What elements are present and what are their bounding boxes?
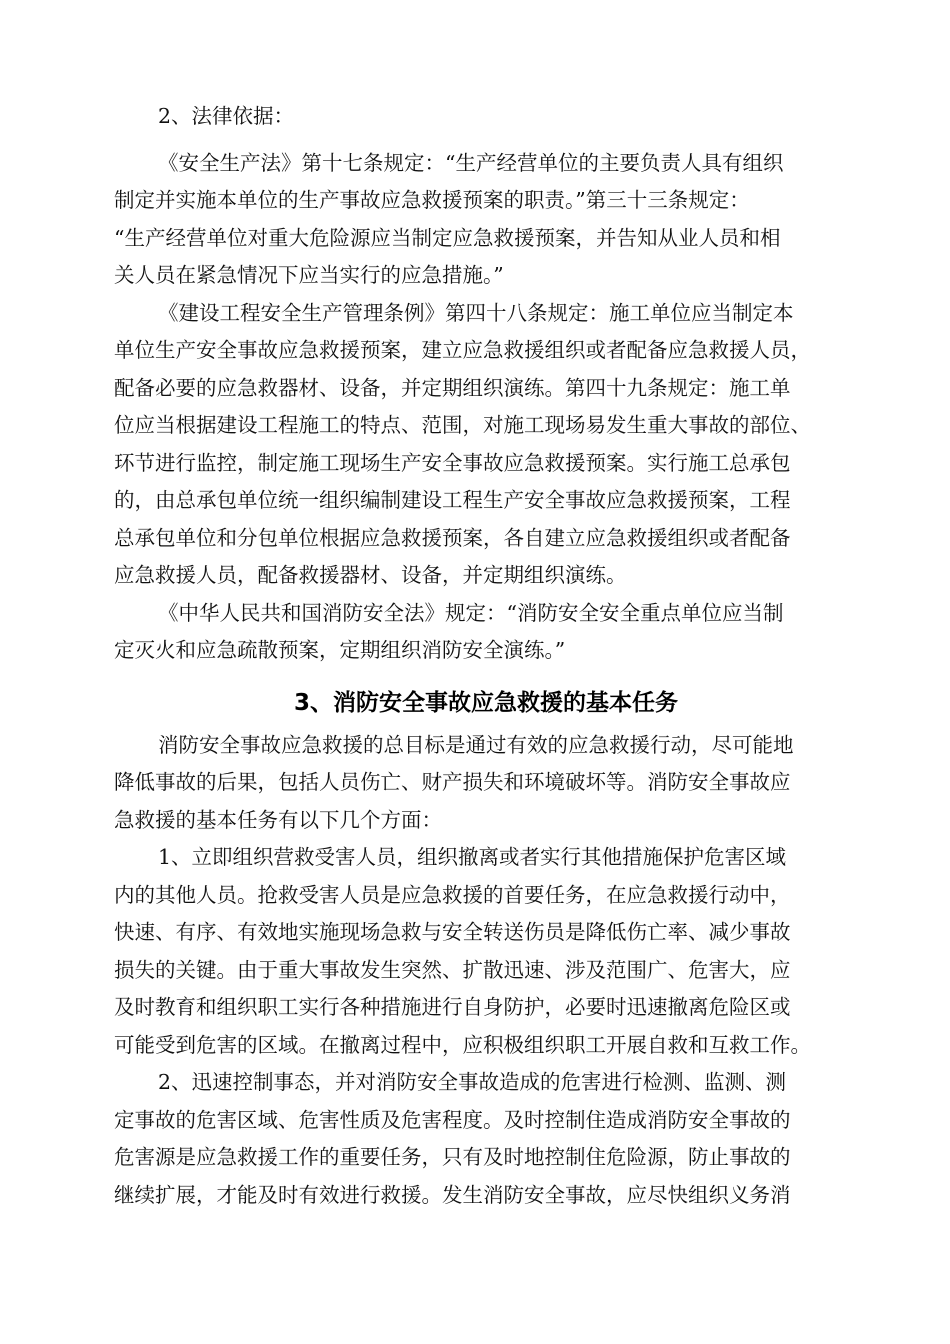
paragraph-construction-regulation	[114, 295, 852, 595]
paragraph-overall-goal	[114, 727, 852, 840]
text-line: 应急救援人员，配备救援器材、设备，并定期组织演练。	[114, 563, 627, 587]
paragraph-task-1	[114, 839, 852, 1064]
text-line: 总承包单位和分包单位根据应急救援预案，各自建立应急救援组织或者配备	[114, 525, 791, 550]
section-3-heading: 3、消防安全事故应急救援的基本任务	[293, 689, 678, 716]
text-line: 单位生产安全事故应急救援预案，建立应急救援组织或者配备应急救援人员，	[114, 338, 811, 362]
text-line: 位应当根据建设工程施工的特点、范围，对施工现场易发生重大事故的部位、	[114, 413, 811, 437]
text-line: 定灭火和应急疏散预案，定期组织消防安全演练。”	[114, 638, 566, 662]
text-line: 消防安全事故应急救援的总目标是通过有效的应急救援行动，尽可能地	[158, 732, 794, 757]
paragraph-task-2	[114, 1064, 852, 1214]
section-2-title: 2、法律依据：	[158, 104, 295, 128]
text-line: 《安全生产法》第十七条规定：“生产经营单位的主要负责人具有组织	[158, 150, 784, 175]
text-line: 定事故的危害区域、危害性质及危害程度。及时控制住造成消防安全事故的	[114, 1107, 791, 1132]
text-line: 降低事故的后果，包括人员伤亡、财产损失和环境破坏等。消防安全事故应	[114, 770, 791, 794]
text-line: 环节进行监控，制定施工现场生产安全事故应急救援预案。实行施工总承包	[114, 450, 791, 475]
text-line: 快速、有序、有效地实施现场急救与安全转送伤员是降低伤亡率、减少事故	[114, 920, 791, 944]
text-line: 2、迅速控制事态，并对消防安全事故造成的危害进行检测、监测、测	[158, 1070, 787, 1094]
paragraph-safety-production-law	[114, 145, 852, 295]
text-line: 危害源是应急救援工作的重要任务，只有及时地控制住危险源，防止事故的	[114, 1145, 791, 1169]
text-line: 急救援的基本任务有以下几个方面：	[114, 807, 442, 832]
text-line: “生产经营单位对重大危险源应当制定应急救援预案，并告知从业人员和相	[114, 225, 781, 250]
text-line: 1、立即组织营救受害人员，组织撤离或者实行其他措施保护危害区域	[158, 845, 787, 869]
text-line: 继续扩展，才能及时有效进行救援。发生消防安全事故，应尽快组织义务消	[114, 1182, 791, 1207]
text-line: 及时教育和组织职工实行各种措施进行自身防护，必要时迅速撤离危险区或	[114, 995, 791, 1019]
text-line: 关人员在紧急情况下应当实行的应急措施。”	[114, 263, 504, 287]
text-line: 可能受到危害的区域。在撤离过程中，应积极组织职工开展自救和互救工作。	[114, 1032, 811, 1057]
document-body	[114, 98, 852, 1214]
text-line: 损失的关键。由于重大事故发生突然、扩散迅速、涉及范围广、危害大，应	[114, 957, 791, 982]
text-line: 《中华人民共和国消防安全法》规定：“消防安全安全重点单位应当制	[158, 600, 784, 625]
text-line: 制定并实施本单位的生产事故应急救援预案的职责。”第三十三条规定：	[114, 188, 750, 212]
text-line: 《建设工程安全生产管理条例》第四十八条规定：施工单位应当制定本	[158, 300, 794, 325]
text-line: 的，由总承包单位统一组织编制建设工程生产安全事故应急救援预案，工程	[114, 488, 791, 512]
text-line: 内的其他人员。抢救受害人员是应急救援的首要任务，在应急救援行动中，	[114, 882, 791, 907]
paragraph-fire-safety-law	[114, 595, 852, 670]
text-line: 配备必要的应急救器材、设备，并定期组织演练。第四十九条规定：施工单	[114, 375, 791, 400]
